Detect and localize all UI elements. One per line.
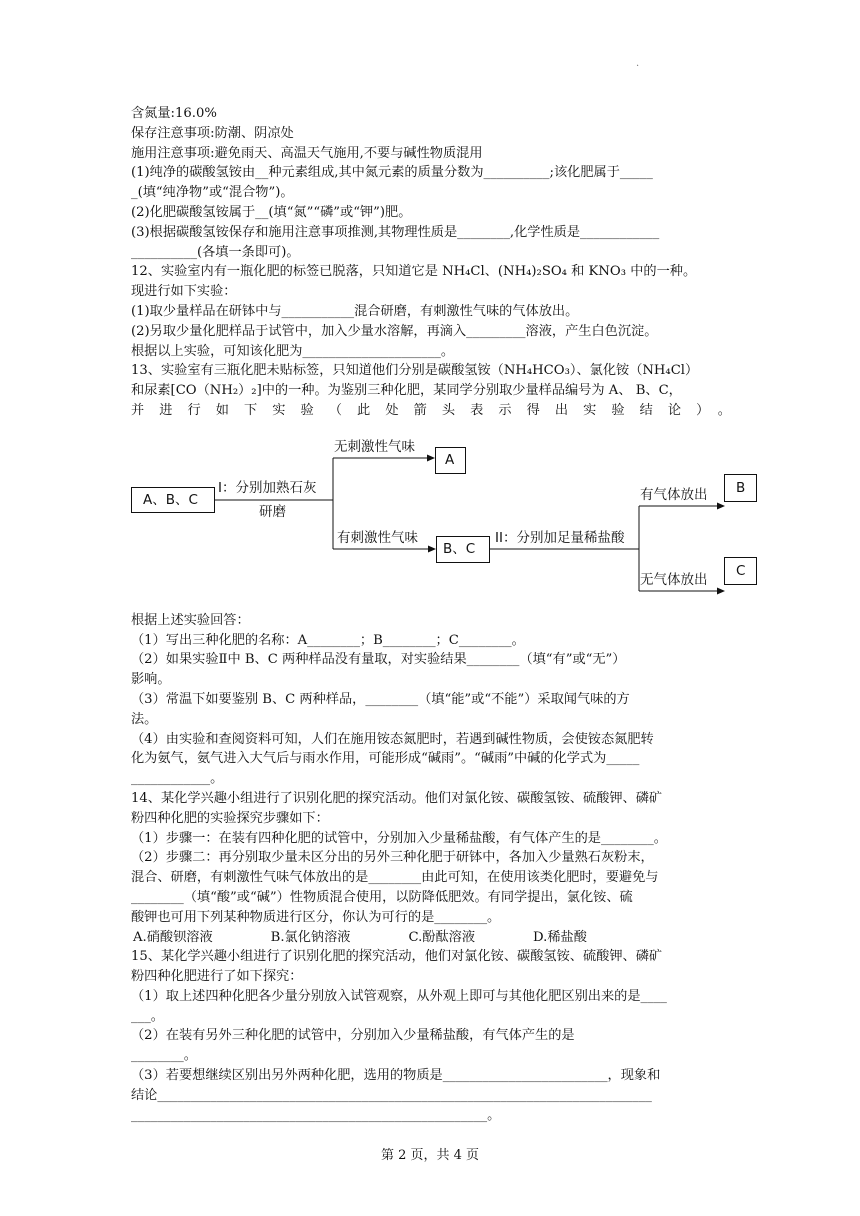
branch-smell-label: 有刺激性气味 (337, 529, 418, 546)
q13-part3-cont: 法。 (131, 711, 158, 727)
option-d: D.稀盐酸 (533, 929, 587, 945)
q13-part2-cont: 影响。 (131, 672, 171, 688)
q15-intro-cont: 粉四种化肥进行了如下探究： (131, 969, 303, 985)
q14-intro-cont: 粉四种化肥的实验探究步骤如下： (131, 810, 329, 826)
q11-part1: (1)纯净的碳酸氢铵由__种元素组成,其中氮元素的质量分数为__________;该化肥属于_____ (131, 165, 653, 181)
step1-label: I：分别加熟石灰 (218, 479, 317, 496)
q11-part3: (3)根据碳酸氢铵保存和施用注意事项推测,其物理性质是________,化学性质是____________ (131, 224, 660, 240)
q14-step2-end: 酸钾也可用下列某种物质进行区分，你认为可行的是________。 (131, 909, 501, 925)
q15-part2: （2）在装有另外三种化肥的试管中，分别加入少量稀盐酸，有气体产生的是 (131, 1028, 575, 1044)
q13-part4: （4）由实验和查阅资料可知，人们在施用铵态氮肥时，若遇到碱性物质，会使铵态氮肥转 (131, 731, 654, 747)
arrow-to-bc (428, 545, 436, 552)
q15-part1-cont: ___。 (131, 1008, 164, 1024)
q13-intro: 13、实验室有三瓶化肥未贴标签，只知道他们分别是碳酸氢铵（NH₄HCO₃）、氯化铵（NH₄Cl） (131, 363, 699, 379)
experiment-flow-diagram (131, 424, 731, 604)
q13-intro-end: 并进行如下实验（此处箭头表示得出实验结论）。 (131, 402, 731, 418)
q12-intro-cont: 现进行如下实验： (131, 284, 237, 300)
q15-part3: （3）若要想继续区别出另外两种化肥，选用的物质是_________________________，现象和 (131, 1068, 661, 1084)
arrow-to-b (717, 502, 725, 509)
q12-part1: (1)取少量样品在研钵中与___________混合研磨，有刺激性气味的气体放出。 (131, 303, 579, 319)
arrow-to-a (427, 454, 435, 461)
q13-part1: （1）写出三种化肥的名称：A________；B________；C________。 (131, 632, 525, 648)
box-bc-label: B、C (443, 540, 476, 557)
box-a-label: A (445, 451, 455, 468)
q13-part4-cont: 化为氨气，氨气进入大气后与雨水作用，可能形成“碱雨”。“碱雨”中碱的化学式为_____ (131, 751, 640, 767)
q14-step2-cont2: ________（填“酸”或“碱”）性物质混合使用，以防降低肥效。有同学提出，氯化铵、硫 (131, 889, 633, 905)
option-a: A.硝酸钡溶液 (133, 929, 213, 945)
branch-gas-label: 有气体放出 (640, 486, 708, 503)
branch-no-smell-label: 无刺激性气味 (334, 438, 415, 455)
arrow-to-c (717, 587, 725, 594)
q11-part2: (2)化肥碳酸氢铵属于__(填“氮”“磷”或“钾”)肥。 (131, 204, 412, 220)
q13-part3: （3）常温下如要鉴别 B、C 两种样品，________（填“能”或“不能”）采取闻气味的方 (131, 691, 630, 707)
q12-part2: (2)另取少量化肥样品于试管中，加入少量水溶解，再滴入_________溶液，产生白色沉淀。 (131, 323, 658, 339)
q13-answer-prompt: 根据上述实验回答： (131, 612, 250, 628)
step1-sub-label: 研磨 (259, 503, 286, 520)
q15-part1: （1）取上述四种化肥各少量分别放入试管观察，从外观上即可与其他化肥区别出来的是____ (131, 988, 667, 1004)
q11-part3-cont: __________(各填一条即可)。 (131, 244, 300, 260)
q13-part4-end: ____________。 (131, 771, 224, 787)
q12-conclusion: 根据以上实验，可知该化肥为_____________________。 (131, 343, 455, 359)
start-box-label: A、B、C (143, 491, 198, 508)
option-b: B.氯化钠溶液 (270, 929, 351, 945)
q14-step2: （2）步骤二：再分别取少量未区分出的另外三种化肥于研钵中，各加入少量熟石灰粉末， (131, 850, 654, 866)
storage-notes: 保存注意事项:防潮、阴凉处 (131, 125, 294, 141)
q11-part1-cont: _(填“纯净物”或“混合物”)。 (131, 185, 294, 201)
q14-step2-cont: 混合、研磨，有刺激性气味气体放出的是________由此可知，在使用该类化肥时，要避免与 (131, 870, 659, 886)
page-footer: 第 2 页，共 4 页 (380, 1148, 480, 1163)
nitrogen-content: 含氮量:16.0% (131, 106, 217, 121)
corner-mark: . (636, 58, 640, 69)
q14-options (131, 928, 731, 948)
q14-step1: （1）步骤一：在装有四种化肥的试管中，分别加入少量稀盐酸，有气体产生的是________。 (131, 830, 667, 846)
q13-intro-cont: 和尿素[CO（NH₂）₂]中的一种。为鉴别三种化肥，某同学分别取少量样品编号为 A、 B、C， (131, 383, 682, 399)
q15-part3-cont: 结论___________________________________________________________________________ (131, 1087, 652, 1103)
document-body (131, 104, 731, 1125)
branch-no-gas-label: 无气体放出 (640, 571, 708, 588)
q15-intro: 15、某化学兴趣小组进行了识别化肥的探究活动，他们对氯化铵、碳酸氢铵、硫酸钾、磷矿 (131, 949, 663, 965)
usage-notes: 施用注意事项:避免雨天、高温天气施用,不要与碱性物质混用 (131, 145, 483, 161)
q15-part3-end: ______________________________________________________。 (131, 1107, 501, 1123)
step2-label: II：分别加足量稀盐酸 (495, 529, 625, 546)
box-b-label: B (736, 480, 746, 496)
q13-part2: （2）如果实验Ⅱ中 B、C 两种样品没有量取，对实验结果________（填“有”或“无”） (131, 652, 626, 668)
q15-part2-cont: ________。 (131, 1048, 197, 1064)
q12-intro: 12、实验室内有一瓶化肥的标签已脱落，只知道它是 NH₄Cl、(NH₄)₂SO₄ 和 KNO₃ 中的一种。 (131, 264, 697, 280)
option-c: C.酚酞溶液 (408, 929, 476, 945)
box-c-label: C (736, 563, 746, 579)
q14-intro: 14、某化学兴趣小组进行了识别化肥的探究活动。他们对氯化铵、碳酸氢铵、硫酸钾、磷矿 (131, 790, 663, 806)
